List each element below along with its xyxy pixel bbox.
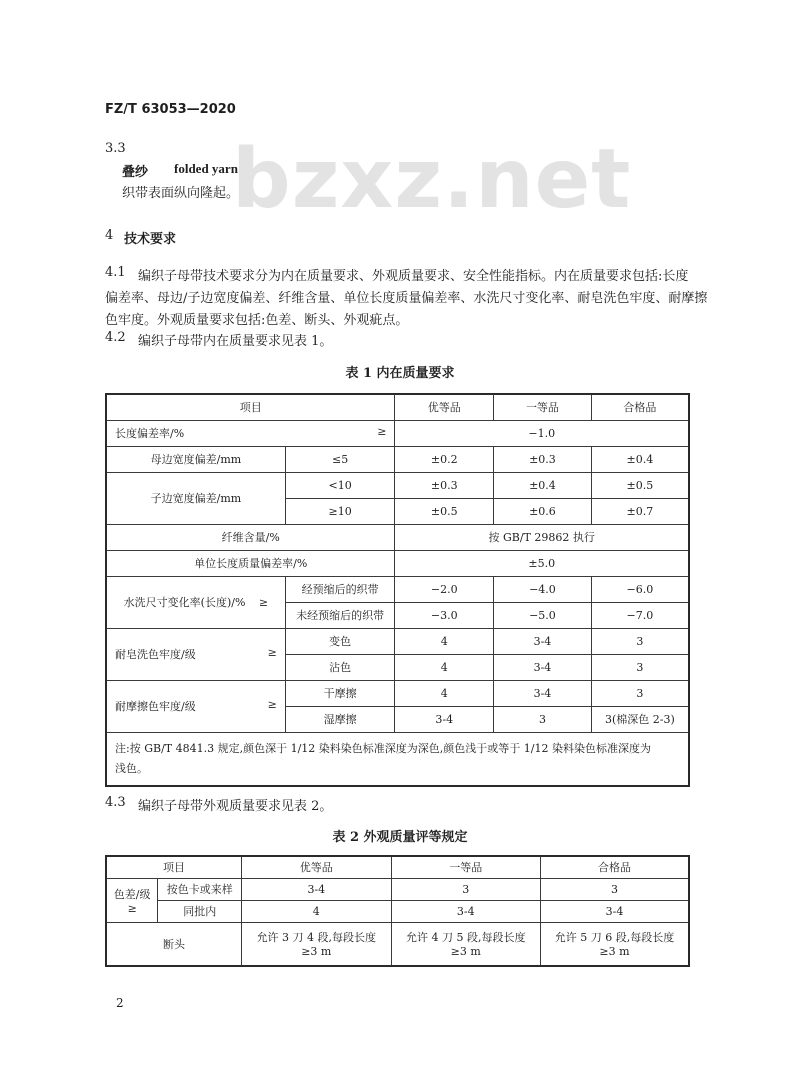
color-cond-1: 按色卡或来样	[158, 878, 242, 900]
table1-note	[106, 732, 689, 786]
break-v2-line2: ≥3 m	[450, 945, 481, 959]
mother-width-v3: ±0.4	[591, 446, 689, 472]
rub-label-cell	[106, 680, 285, 732]
wash-cond-1: 经预缩后的织带	[285, 576, 395, 602]
mother-width-v1: ±0.2	[395, 446, 494, 472]
soap-v1-1: 4	[395, 628, 494, 654]
child-width-v2-1: ±0.4	[494, 472, 592, 498]
rub-v1-2: 3-4	[395, 706, 494, 732]
wash-cond-2: 未经预缩后的织带	[285, 602, 395, 628]
para-4-3-text: 编织子母带外观质量要求见表 2。	[138, 799, 333, 814]
soap-v3-1: 3	[591, 628, 689, 654]
break-v2-cell	[391, 922, 540, 966]
color-v1-1: 3-4	[242, 878, 391, 900]
wash-v3-1: −6.0	[591, 576, 689, 602]
break-v2-line1: 允许 4 刀 5 段,每段长度	[406, 931, 526, 945]
fiber-label: 纤维含量/%	[106, 524, 395, 550]
table2-header-item: 项目	[106, 856, 242, 878]
table2-caption: 表 2 外观质量评等规定	[332, 830, 468, 845]
table1-row-fiber	[106, 524, 689, 550]
section-4-title: 技术要求	[124, 232, 177, 247]
color-diff-label-cell	[106, 878, 158, 922]
wash-v3-2: −7.0	[591, 602, 689, 628]
wash-v1-1: −2.0	[395, 576, 494, 602]
table1-row-wash-1	[106, 576, 689, 602]
table2-header-grade2: 一等品	[391, 856, 540, 878]
watermark: bzxz.net	[232, 132, 632, 227]
fiber-value: 按 GB/T 29862 执行	[395, 524, 689, 550]
wash-sym: ≥	[258, 596, 269, 609]
para-4-1-line2: 偏差率、母边/子边宽度偏差、纤维含量、单位长度质量偏差率、水洗尺寸变化率、耐皂洗色牢度、耐摩擦	[105, 291, 708, 306]
rub-v2-1: 3-4	[494, 680, 592, 706]
length-dev-cell	[106, 420, 395, 446]
para-4-1-line1: 编织子母带技术要求分为内在质量要求、外观质量要求、安全性能指标。内在质量要求包括:长度	[138, 269, 689, 284]
length-dev-value: −1.0	[395, 420, 689, 446]
para-4-1-number: 4.1	[105, 265, 126, 280]
color-v2-2: 3-4	[391, 900, 540, 922]
child-width-cond-1: <10	[285, 472, 395, 498]
color-cond-2: 同批内	[158, 900, 242, 922]
soap-v2-2: 3-4	[494, 654, 592, 680]
soap-v1-2: 4	[395, 654, 494, 680]
soap-label-cell	[106, 628, 285, 680]
mother-width-cond: ≤5	[285, 446, 395, 472]
table2-header-grade3: 合格品	[540, 856, 689, 878]
break-v3-cell	[540, 922, 689, 966]
child-width-v2-2: ±0.6	[494, 498, 592, 524]
page-number: 2	[116, 996, 124, 1010]
color-diff-sym: ≥	[127, 901, 137, 915]
break-v3-line1: 允许 5 刀 6 段,每段长度	[554, 931, 675, 945]
mother-width-v2: ±0.3	[494, 446, 592, 472]
term-cn: 叠纱	[122, 165, 149, 180]
rub-label: 耐摩擦色牢度/级	[115, 700, 196, 713]
section-4-number: 4	[105, 228, 114, 243]
wash-label-cell	[106, 576, 285, 628]
rub-cond-2: 湿摩擦	[285, 706, 395, 732]
section-3-3-number: 3.3	[105, 141, 126, 156]
child-width-v1-2: ±0.5	[395, 498, 494, 524]
para-4-1-line3: 色牢度。外观质量要求包括:色差、断头、外观疵点。	[105, 313, 409, 328]
rub-v3-2: 3(棉深色 2-3)	[591, 706, 689, 732]
table1-row-child-width-1	[106, 472, 689, 498]
break-label: 断头	[106, 922, 242, 966]
table1-header-grade3: 合格品	[591, 394, 689, 420]
table1-header-grade1: 优等品	[395, 394, 494, 420]
table2-row-color-2	[106, 900, 689, 922]
table1-note-line2: 浅色。	[115, 761, 148, 775]
color-v1-2: 4	[242, 900, 391, 922]
table1-row-unit-mass	[106, 550, 689, 576]
table1-header-grade2: 一等品	[494, 394, 592, 420]
mother-width-label: 母边宽度偏差/mm	[106, 446, 285, 472]
term-en: folded yarn	[174, 161, 238, 176]
soap-v3-2: 3	[591, 654, 689, 680]
soap-label: 耐皂洗色牢度/级	[115, 648, 196, 661]
unit-mass-value: ±5.0	[395, 550, 689, 576]
rub-v1-1: 4	[395, 680, 494, 706]
soap-v2-1: 3-4	[494, 628, 592, 654]
child-width-cond-2: ≥10	[285, 498, 395, 524]
child-width-v3-1: ±0.5	[591, 472, 689, 498]
rub-cond-1: 干摩擦	[285, 680, 395, 706]
term-definition: 织带表面纵向隆起。	[122, 186, 240, 201]
wash-v2-1: −4.0	[494, 576, 592, 602]
table1-note-line1: 注:按 GB/T 4841.3 规定,颜色深于 1/12 染料染色标准深度为深色,颜色浅于或等于 1/12 染料染色标准深度为	[115, 741, 651, 755]
soap-sym: ≥	[267, 646, 277, 659]
table1-header-row	[106, 394, 689, 420]
break-v1-line2: ≥3 m	[301, 945, 332, 959]
table1-header-item: 项目	[106, 394, 395, 420]
soap-cond-2: 沾色	[285, 654, 395, 680]
unit-mass-label: 单位长度质量偏差率/%	[106, 550, 395, 576]
table1-row-rub-1	[106, 680, 689, 706]
wash-label: 水洗尺寸变化率(长度)/%	[123, 596, 246, 609]
rub-sym: ≥	[267, 698, 277, 711]
table2-header-row	[106, 856, 689, 878]
child-width-v1-1: ±0.3	[395, 472, 494, 498]
standard-code: FZ/T 63053—2020	[105, 102, 236, 117]
color-v3-1: 3	[540, 878, 689, 900]
length-dev-label: 长度偏差率/%	[115, 427, 185, 440]
para-4-3-number: 4.3	[105, 795, 126, 810]
table1-caption: 表 1 内在质量要求	[345, 366, 455, 381]
color-v2-1: 3	[391, 878, 540, 900]
rub-v3-1: 3	[591, 680, 689, 706]
length-dev-sym: ≥	[377, 425, 387, 438]
table2-header-grade1: 优等品	[242, 856, 391, 878]
color-diff-label: 色差/级	[113, 887, 151, 901]
table1-row-mother-width	[106, 446, 689, 472]
rub-v2-2: 3	[494, 706, 592, 732]
child-width-label: 子边宽度偏差/mm	[106, 472, 285, 524]
table2-row-color-1	[106, 878, 689, 900]
color-v3-2: 3-4	[540, 900, 689, 922]
table1-row-soap-1	[106, 628, 689, 654]
soap-cond-1: 变色	[285, 628, 395, 654]
table1	[105, 393, 690, 787]
wash-v1-2: −3.0	[395, 602, 494, 628]
para-4-2-text: 编织子母带内在质量要求见表 1。	[138, 334, 333, 349]
table2	[105, 855, 690, 967]
table1-row-length	[106, 420, 689, 446]
break-v3-line2: ≥3 m	[599, 945, 630, 959]
table2-row-break	[106, 922, 689, 966]
wash-v2-2: −5.0	[494, 602, 592, 628]
break-v1-cell	[242, 922, 391, 966]
para-4-2-number: 4.2	[105, 330, 126, 345]
break-v1-line1: 允许 3 刀 4 段,每段长度	[256, 931, 377, 945]
table1-row-note	[106, 732, 689, 786]
child-width-v3-2: ±0.7	[591, 498, 689, 524]
